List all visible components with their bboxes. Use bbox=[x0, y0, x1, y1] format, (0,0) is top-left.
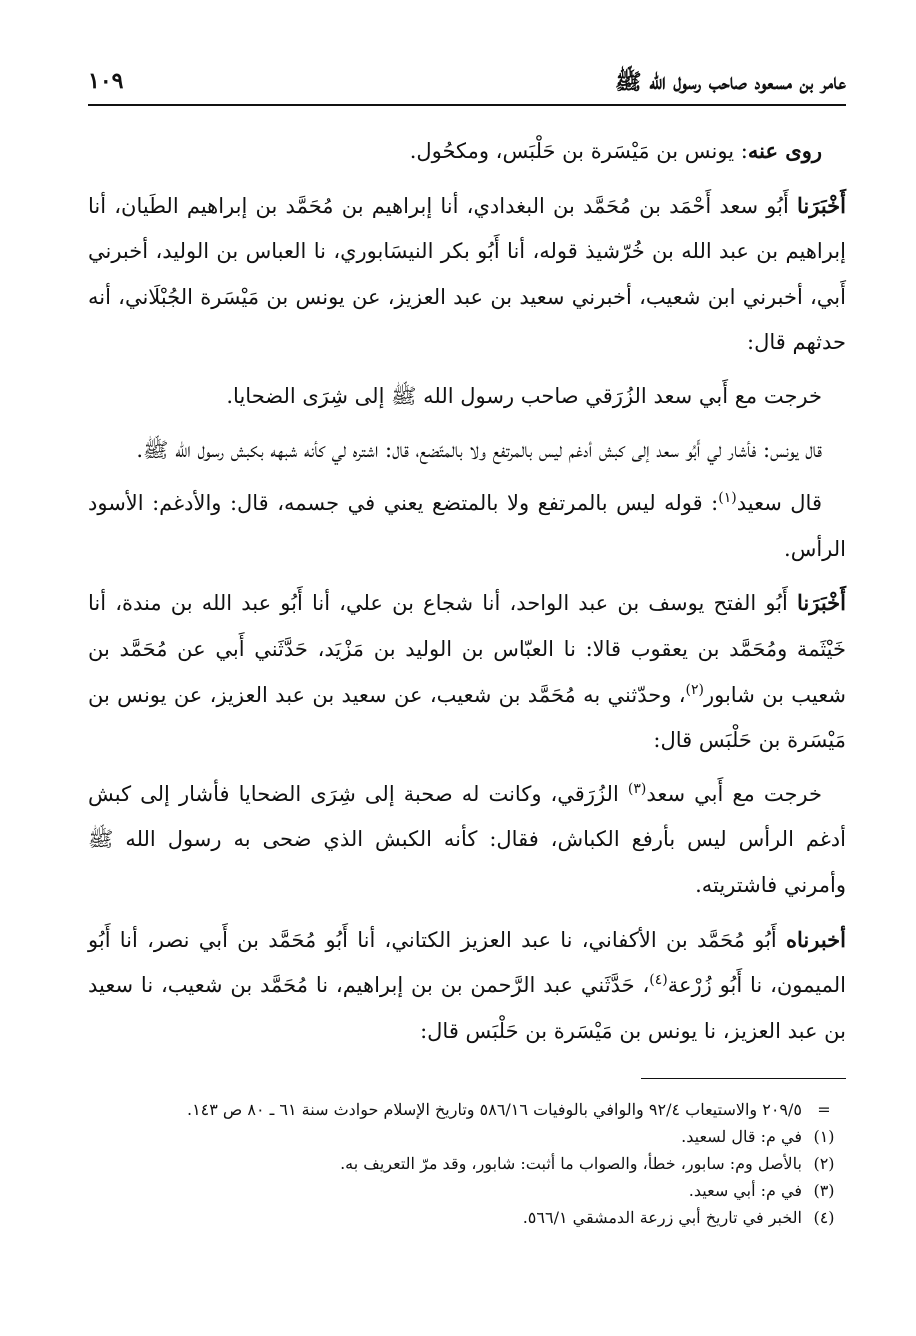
footnote-text: الخبر في تاريخ أبي زرعة الدمشقي ٥٦٦/١. bbox=[522, 1208, 802, 1227]
footnote-ref: (١) bbox=[718, 490, 737, 507]
footnote-mark: (٤) bbox=[813, 1208, 835, 1227]
paragraph-text: أَبُو مُحَمَّد بن الأكفاني، نا عبد العزيز الكتاني، أنا أَبُو مُحَمَّد بن أَبي نصر، أنا أَبُو الميمون، نا أَبُو زُرْعة bbox=[88, 927, 846, 998]
paragraph-lead: روى عنه bbox=[747, 138, 822, 163]
footnote-text: بالأصل وم: سابور، خطأ، والصواب ما أثبت: شابور، وقد مرّ التعريف به. bbox=[340, 1154, 802, 1173]
footnote-continuation bbox=[88, 1096, 846, 1123]
footnote-4 bbox=[88, 1204, 846, 1231]
footnote-text: ٢٠٩/٥ والاستيعاب ٩٢/٤ والوافي بالوفيات ٥٨٦/١٦ وتاريخ الإسلام حوادث سنة ٦١ ـ ٨٠ ص ١٤٣. bbox=[186, 1100, 802, 1119]
paragraph-text: ، حَدَّثَني عبد الرَّحمن بن بن إبراهيم، نا مُحَمَّد بن شعيب، نا سعيد بن عبد العزيز، نا يونس بن مَيْسَرة بن حَلْبَس قال: bbox=[88, 973, 846, 1043]
paragraph-isnad-2 bbox=[88, 580, 846, 763]
paragraph-text: قال يونس: فأشار لي أَبُو سعد إلى كبش أدغم ليس بالمرتفع ولا بالمتّضع، قال: اشتره لي كأنه شبهه بكبش رسول الله ﷺ. bbox=[136, 437, 822, 462]
footnote-mark: (١) bbox=[813, 1127, 835, 1146]
main-text bbox=[88, 128, 846, 1054]
paragraph-lead: أَخْبَرَنا bbox=[797, 192, 846, 218]
paragraph-text: قال سعيد bbox=[736, 491, 822, 516]
running-title: عامر بن مسعود صاحب رسول الله ﷺ bbox=[615, 69, 846, 95]
paragraph-hadith-1 bbox=[88, 374, 846, 420]
footnote-1 bbox=[88, 1123, 846, 1150]
footnote-ref: (٣) bbox=[627, 780, 647, 797]
paragraph-narrators bbox=[88, 128, 846, 175]
footnote-ref: (٤) bbox=[649, 972, 668, 989]
paragraph-text: أَبُو الفتح يوسف بن عبد الواحد، أنا شجاع بن علي، أنا أَبُو عبد الله بن مندة، أنا خَيْثَمة ومُحَمَّد بن يعقوب قالا: نا العبّاس بن الوليد بن مَزْيَد، حَدَّثَني أَبي عن مُحَمَّد بن شعيب بن شابور bbox=[88, 591, 846, 707]
running-header bbox=[88, 68, 846, 102]
footnote-ref: (٢) bbox=[685, 681, 704, 698]
header-rule bbox=[88, 104, 846, 106]
footnote-text: في م: قال لسعيد. bbox=[681, 1127, 802, 1146]
paragraph-text: : يونس بن مَيْسَرة بن حَلْبَس، ومكحُول. bbox=[409, 139, 748, 163]
paragraph-text: أَبُو سعد أَحْمَد بن مُحَمَّد بن البغدادي، أنا إبراهيم بن مُحَمَّد بن إبراهيم الطَيان، أنا إبراهيم بن عبد الله بن خُرّشيذ قوله، أنا أَبُو بكر النيسَابوري، نا العباس بن الوليد، أخبرني أَبي، أخبرني ابن شعيب، أخبرني سعيد بن عبد العزيز، عن يونس بن مَيْسَرة الجُبْلَاني، أنه حدثهم قال: bbox=[88, 193, 846, 355]
paragraph-text: ، وحدّثني به مُحَمَّد بن شعيب، عن سعيد بن عبد العزيز، عن يونس بن مَيْسَرة بن حَلْبَس قال: bbox=[88, 682, 846, 753]
paragraph-isnad-1 bbox=[88, 183, 846, 366]
paragraph-text: خرجت مع أَبي سعد الزُرَقي صاحب رسول الله ﷺ إلى شِرَى الضحايا. bbox=[226, 383, 822, 408]
paragraph-text: الزُرَقي، وكانت له صحبة إلى شِرَى الضحايا فأشار إلى كبش أدغم الرأس ليس بأرفع الكباش، فقال: كأنه الكبش الذي ضحى به رسول الله ﷺ وأمرني فاشتريته. bbox=[88, 781, 846, 897]
footnote-2 bbox=[88, 1150, 846, 1177]
paragraph-text: : قوله ليس بالمرتفع ولا بالمتضع يعني في جسمه، قال: والأدغم: الأسود الرأس. bbox=[88, 491, 846, 561]
page-number: ١٠٩ bbox=[88, 68, 124, 94]
footnotes bbox=[88, 1096, 846, 1231]
footnote-rule bbox=[641, 1078, 846, 1079]
footnote-mark: (٢) bbox=[813, 1154, 835, 1173]
footnote-mark: (٣) bbox=[813, 1181, 835, 1200]
paragraph-isnad-3 bbox=[88, 917, 846, 1055]
footnote-text: في م: أبي سعيد. bbox=[688, 1181, 802, 1200]
paragraph-yunus-comment bbox=[88, 428, 846, 474]
paragraph-hadith-2 bbox=[88, 772, 846, 909]
footnote-3 bbox=[88, 1177, 846, 1204]
paragraph-lead: أخبرناه bbox=[786, 926, 846, 952]
paragraph-said-comment bbox=[88, 481, 846, 572]
paragraph-lead: أَخْبَرَنا bbox=[797, 590, 846, 616]
footnote-mark: = bbox=[817, 1100, 831, 1119]
paragraph-text: خرجت مع أَبي سعد bbox=[646, 781, 822, 806]
